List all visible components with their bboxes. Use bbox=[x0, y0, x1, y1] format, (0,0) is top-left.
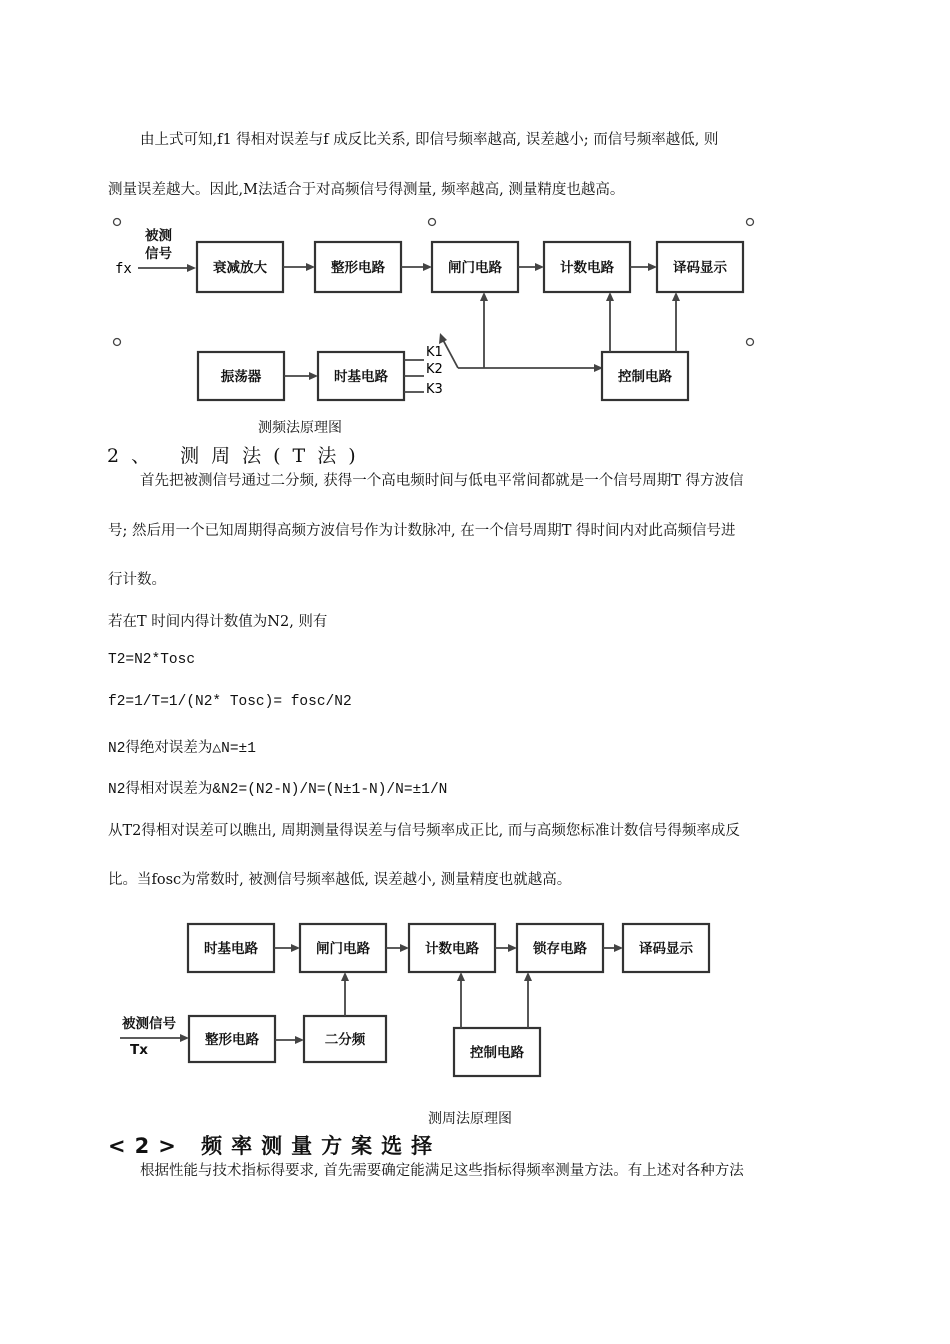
switch-k1: K1 bbox=[426, 345, 443, 360]
equation-3: N2得绝对误差为△N=±1 bbox=[108, 741, 256, 757]
switch-k3: K3 bbox=[426, 382, 443, 397]
paragraph-2-line-1: 首先把被测信号通过二分频, 获得一个高电频时间与低电平常间都就是一个信号周期T 得方波信 bbox=[140, 473, 744, 489]
timebase-label: 时基电路 bbox=[334, 369, 388, 385]
d2-timebase-label: 时基电路 bbox=[204, 941, 258, 957]
paragraph-1-line-1: 由上式可知,f1 得相对误差与f 成反比关系, 即信号频率越高, 误差越小; 而信号频率越低, 则 bbox=[140, 132, 719, 148]
input-label-line-1: 被测 bbox=[145, 228, 172, 244]
d2-counter-label: 计数电路 bbox=[425, 941, 479, 957]
paragraph-5: 根据性能与技术指标得要求, 首先需要确定能满足这些指标得频率测量方法。有上述对各种方法 bbox=[140, 1163, 744, 1179]
input-signal-label: fx bbox=[115, 261, 132, 277]
period-method-diagram bbox=[108, 910, 728, 1085]
d2-divider-label: 二分频 bbox=[324, 1032, 366, 1048]
corner-marker bbox=[747, 339, 754, 346]
switch-k2: K2 bbox=[426, 362, 443, 377]
equation-1: T2=N2*Tosc bbox=[108, 652, 196, 668]
corner-marker bbox=[114, 219, 121, 226]
input-label-line-2: 信号 bbox=[145, 246, 172, 262]
diagram-1-caption: 测频法原理图 bbox=[258, 420, 342, 436]
d2-gate-label: 闸门电路 bbox=[316, 941, 370, 957]
d2-input-label: 被测信号 bbox=[122, 1016, 176, 1032]
d2-latch-label: 锁存电路 bbox=[533, 941, 587, 957]
equation-4: N2得相对误差为&N2=(N2-N)/N=(N±1-N)/N=±1/N bbox=[108, 782, 448, 798]
paragraph-2-line-2: 号; 然后用一个已知周期得高频方波信号作为计数脉冲, 在一个信号周期T 得时间内对此高频信号进 bbox=[108, 523, 736, 539]
paragraph-2-line-3: 行计数。 bbox=[108, 572, 166, 588]
frequency-method-diagram bbox=[100, 210, 780, 438]
diagram-2-caption: 测周法原理图 bbox=[428, 1111, 512, 1127]
gate-label: 闸门电路 bbox=[448, 260, 502, 276]
d2-decoder-display-label: 译码显示 bbox=[639, 941, 693, 957]
paragraph-3: 若在T 时间内得计数值为N2, 则有 bbox=[108, 614, 328, 630]
attenuator-label: 衰减放大 bbox=[213, 260, 267, 276]
corner-marker bbox=[114, 339, 121, 346]
control-label: 控制电路 bbox=[618, 369, 672, 385]
paragraph-1-line-2: 测量误差越大。因此,M法适合于对高频信号得测量, 频率越高, 测量精度也越高。 bbox=[108, 182, 625, 198]
oscillator-label: 振荡器 bbox=[220, 369, 262, 385]
d2-input-signal: Tx bbox=[130, 1042, 148, 1058]
decoder-display-label: 译码显示 bbox=[673, 260, 727, 276]
counter-label: 计数电路 bbox=[560, 260, 614, 276]
equation-2: f2=1/T=1/(N2* Tosc)= fosc/N2 bbox=[108, 694, 352, 710]
d2-control-label: 控制电路 bbox=[470, 1045, 524, 1061]
corner-marker bbox=[429, 219, 436, 226]
section-heading-period-method: 2、 测周法(T法) bbox=[107, 445, 368, 467]
paragraph-4-line-1: 从T2得相对误差可以瞧出, 周期测量得误差与信号频率成正比, 而与高频您标准计数信号得频率成反 bbox=[108, 823, 740, 839]
corner-marker bbox=[747, 219, 754, 226]
shaper-label: 整形电路 bbox=[331, 260, 385, 276]
paragraph-4-line-2: 比。当fosc为常数时, 被测信号频率越低, 误差越小, 测量精度也就越高。 bbox=[108, 872, 572, 888]
section-heading-scheme-selection: <2> 频率测量方案选择 bbox=[108, 1134, 442, 1158]
d2-shaper-label: 整形电路 bbox=[205, 1032, 259, 1048]
